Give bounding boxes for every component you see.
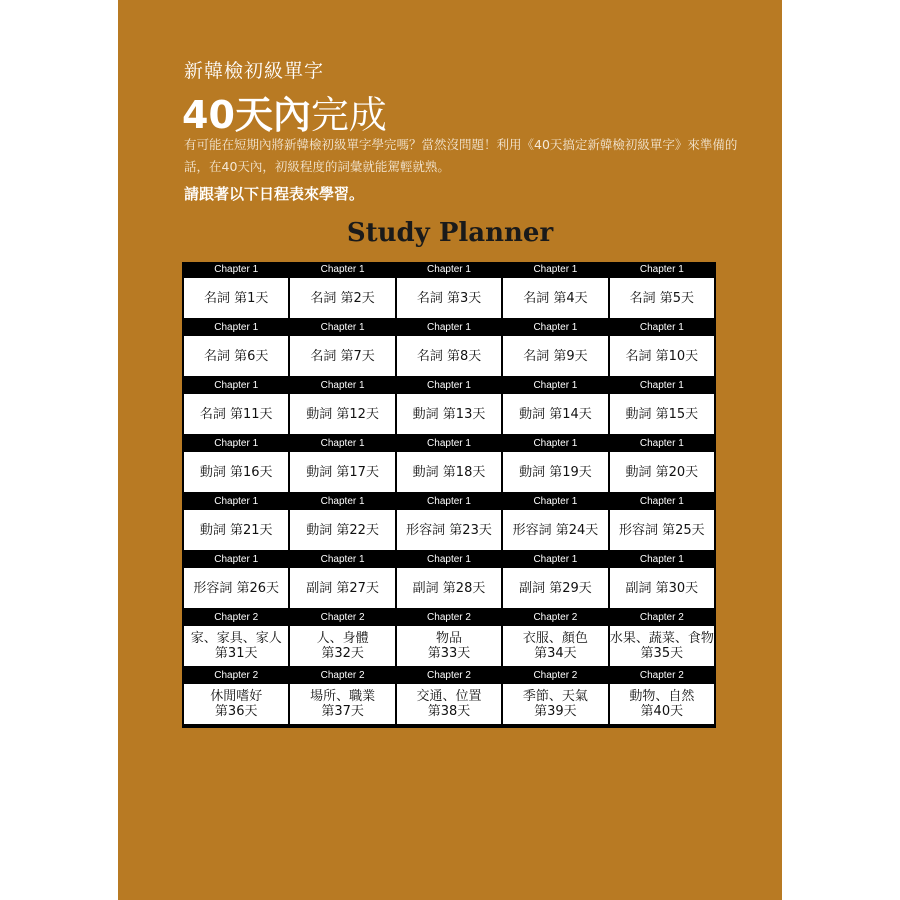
planner-day-row bbox=[184, 278, 714, 320]
day-cell bbox=[397, 394, 501, 434]
chapter-label: Chapter 1 bbox=[184, 494, 288, 510]
day-label: 動詞 第12天 bbox=[306, 406, 379, 422]
planner-day-row bbox=[184, 684, 714, 726]
description-text: 有可能在短期內將新韓檢初級單字學完嗎？當然沒問題！利用《40天搞定新韓檢初級單字》來準備的話，在40天內，初級程度的詞彙就能駕輕就熟。 bbox=[184, 137, 738, 174]
day-label: 形容詞 第26天 bbox=[193, 580, 280, 596]
day-label: 季節、天氣 第39天 bbox=[522, 689, 588, 719]
day-cell bbox=[184, 394, 288, 434]
day-cell bbox=[184, 568, 288, 608]
chapter-label: Chapter 1 bbox=[503, 436, 607, 452]
day-cell bbox=[610, 394, 714, 434]
day-cell bbox=[397, 626, 501, 666]
instruction-text: 請跟著以下日程表來學習。 bbox=[184, 185, 365, 203]
day-label: 名詞 第4天 bbox=[523, 290, 588, 306]
chapter-label: Chapter 2 bbox=[290, 610, 394, 626]
chapter-label: Chapter 1 bbox=[184, 262, 288, 278]
day-cell bbox=[397, 684, 501, 724]
day-cell bbox=[503, 684, 607, 724]
chapter-label: Chapter 2 bbox=[184, 610, 288, 626]
day-cell bbox=[290, 278, 394, 318]
chapter-label: Chapter 1 bbox=[397, 494, 501, 510]
chapter-label: Chapter 1 bbox=[503, 378, 607, 394]
planner-title: Study Planner bbox=[346, 218, 554, 248]
day-label: 動詞 第15天 bbox=[625, 406, 699, 422]
day-cell bbox=[290, 684, 394, 724]
day-label: 形容詞 第24天 bbox=[512, 522, 599, 538]
planner-chapter-row bbox=[184, 552, 714, 568]
chapter-label: Chapter 1 bbox=[290, 552, 394, 568]
day-label: 名詞 第3天 bbox=[416, 290, 482, 306]
chapter-label: Chapter 1 bbox=[184, 320, 288, 336]
day-cell bbox=[397, 568, 501, 608]
day-label: 名詞 第1天 bbox=[204, 290, 269, 306]
day-cell bbox=[290, 336, 394, 376]
day-label: 動詞 第17天 bbox=[306, 464, 379, 480]
study-planner-table bbox=[182, 262, 716, 728]
day-cell bbox=[290, 452, 394, 492]
planner-chapter-row bbox=[184, 262, 714, 278]
day-cell bbox=[503, 510, 607, 550]
day-label: 交通、位置 第38天 bbox=[416, 689, 482, 719]
day-label: 人、身體 第32天 bbox=[316, 631, 369, 661]
day-cell bbox=[397, 336, 501, 376]
planner-day-row bbox=[184, 568, 714, 610]
day-label: 動詞 第22天 bbox=[306, 522, 379, 538]
day-cell bbox=[397, 510, 501, 550]
day-cell bbox=[290, 394, 394, 434]
day-cell bbox=[610, 568, 714, 608]
headline-bold: 40天內 bbox=[182, 93, 311, 137]
planner-chapter-row bbox=[184, 494, 714, 510]
day-label: 副詞 第28天 bbox=[412, 580, 486, 596]
planner-day-row bbox=[184, 510, 714, 552]
day-label: 名詞 第11天 bbox=[199, 406, 273, 422]
day-cell bbox=[184, 452, 288, 492]
day-label: 衣服、顏色 第34天 bbox=[522, 631, 588, 661]
day-label: 名詞 第10天 bbox=[625, 348, 699, 364]
chapter-label: Chapter 2 bbox=[397, 668, 501, 684]
chapter-label: Chapter 1 bbox=[290, 262, 394, 278]
planner-chapter-row bbox=[184, 378, 714, 394]
chapter-label: Chapter 1 bbox=[610, 378, 714, 394]
day-label: 動詞 第19天 bbox=[519, 464, 592, 480]
day-label: 動詞 第20天 bbox=[625, 464, 699, 480]
chapter-label: Chapter 2 bbox=[290, 668, 394, 684]
day-label: 名詞 第6天 bbox=[204, 348, 269, 364]
day-cell bbox=[503, 394, 607, 434]
day-label: 形容詞 第23天 bbox=[406, 522, 492, 538]
chapter-label: Chapter 1 bbox=[290, 320, 394, 336]
day-cell bbox=[610, 510, 714, 550]
chapter-label: Chapter 1 bbox=[397, 262, 501, 278]
day-cell bbox=[184, 684, 288, 724]
day-label: 副詞 第30天 bbox=[625, 580, 699, 596]
day-cell bbox=[184, 278, 288, 318]
planner-chapter-row bbox=[184, 320, 714, 336]
day-label: 名詞 第7天 bbox=[310, 348, 375, 364]
planner-day-row bbox=[184, 394, 714, 436]
day-label: 動詞 第14天 bbox=[519, 406, 592, 422]
day-label: 副詞 第29天 bbox=[519, 580, 592, 596]
chapter-label: Chapter 2 bbox=[610, 668, 714, 684]
chapter-label: Chapter 2 bbox=[397, 610, 501, 626]
day-cell bbox=[610, 336, 714, 376]
chapter-label: Chapter 1 bbox=[610, 436, 714, 452]
planner-day-row bbox=[184, 336, 714, 378]
chapter-label: Chapter 2 bbox=[503, 610, 607, 626]
headline-light: 完成 bbox=[310, 93, 387, 137]
day-label: 形容詞 第25天 bbox=[618, 522, 705, 538]
day-cell bbox=[290, 510, 394, 550]
chapter-label: Chapter 1 bbox=[503, 320, 607, 336]
day-label: 動詞 第21天 bbox=[199, 522, 273, 538]
planner-chapter-row bbox=[184, 668, 714, 684]
chapter-label: Chapter 1 bbox=[503, 552, 607, 568]
planner-chapter-row bbox=[184, 436, 714, 452]
day-cell bbox=[290, 626, 394, 666]
chapter-label: Chapter 1 bbox=[397, 378, 501, 394]
page-subtitle: 新韓檢初級單字 bbox=[184, 60, 325, 82]
chapter-label: Chapter 1 bbox=[397, 320, 501, 336]
chapter-label: Chapter 1 bbox=[184, 552, 288, 568]
chapter-label: Chapter 1 bbox=[290, 378, 394, 394]
day-label: 動詞 第16天 bbox=[199, 464, 273, 480]
day-cell bbox=[610, 452, 714, 492]
day-label: 名詞 第2天 bbox=[310, 290, 375, 306]
day-label: 名詞 第9天 bbox=[523, 348, 588, 364]
day-label: 名詞 第5天 bbox=[629, 290, 695, 306]
planner-day-row bbox=[184, 626, 714, 668]
day-label: 水果、蔬菜、食物 第35天 bbox=[609, 631, 714, 661]
chapter-label: Chapter 1 bbox=[290, 436, 394, 452]
chapter-label: Chapter 2 bbox=[184, 668, 288, 684]
day-label: 物品 第33天 bbox=[427, 631, 471, 661]
chapter-label: Chapter 2 bbox=[503, 668, 607, 684]
chapter-label: Chapter 1 bbox=[503, 494, 607, 510]
day-cell bbox=[184, 336, 288, 376]
day-cell bbox=[610, 684, 714, 724]
chapter-label: Chapter 1 bbox=[184, 436, 288, 452]
day-cell bbox=[503, 452, 607, 492]
day-cell bbox=[184, 626, 288, 666]
day-cell bbox=[503, 626, 607, 666]
day-cell bbox=[610, 626, 714, 666]
day-label: 動詞 第13天 bbox=[412, 406, 486, 422]
day-cell bbox=[503, 336, 607, 376]
day-cell bbox=[290, 568, 394, 608]
chapter-label: Chapter 1 bbox=[610, 552, 714, 568]
chapter-label: Chapter 1 bbox=[610, 320, 714, 336]
chapter-label: Chapter 1 bbox=[610, 494, 714, 510]
page-headline bbox=[182, 84, 387, 139]
day-cell bbox=[610, 278, 714, 318]
day-cell bbox=[397, 278, 501, 318]
chapter-label: Chapter 2 bbox=[610, 610, 714, 626]
day-label: 休閒嗜好 第36天 bbox=[210, 689, 263, 719]
chapter-label: Chapter 1 bbox=[397, 436, 501, 452]
day-cell bbox=[503, 568, 607, 608]
planner-chapter-row bbox=[184, 610, 714, 626]
day-label: 場所、職業 第37天 bbox=[310, 689, 376, 719]
chapter-label: Chapter 1 bbox=[610, 262, 714, 278]
day-cell bbox=[397, 452, 501, 492]
day-cell bbox=[184, 510, 288, 550]
day-cell bbox=[503, 278, 607, 318]
planner-day-row bbox=[184, 452, 714, 494]
day-label: 動詞 第18天 bbox=[412, 464, 486, 480]
book-page bbox=[118, 0, 782, 900]
day-label: 動物、自然 第40天 bbox=[629, 689, 695, 719]
chapter-label: Chapter 1 bbox=[397, 552, 501, 568]
chapter-label: Chapter 1 bbox=[290, 494, 394, 510]
day-label: 家、家具、家人 第31天 bbox=[190, 631, 282, 661]
chapter-label: Chapter 1 bbox=[503, 262, 607, 278]
day-label: 副詞 第27天 bbox=[306, 580, 379, 596]
day-label: 名詞 第8天 bbox=[416, 348, 482, 364]
chapter-label: Chapter 1 bbox=[184, 378, 288, 394]
